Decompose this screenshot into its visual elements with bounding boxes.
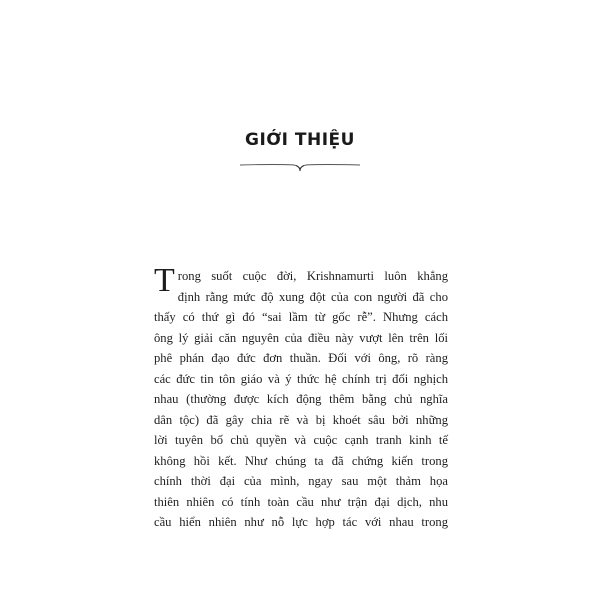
text-line: phê phán đạo đức đơn thuần. Đối với ông, rõ ràng [154,351,448,365]
text-line: nhau (thường được kích động thêm bằng chủ nghĩa [154,392,448,406]
text-line: không hồi kết. Như chúng ta đã chứng kiến trong [154,453,448,468]
text-line: các đức tin tôn giáo và ý thức hệ chính trị đối nghịch [154,371,448,386]
body-paragraph [154,262,448,533]
text-line: thấy có thứ gì đó “sai lầm từ gốc rễ”. Nhưng cách [154,310,448,324]
text-line: rong suốt cuộc đời, Krishnamurti luôn khẳng [177,269,448,283]
chapter-title: GIỚI THIỆU [245,130,355,150]
text-line: lời tuyên bố chủ quyền và cuộc cạnh tranh kinh tế [154,433,448,447]
flourish-divider-icon [238,160,362,174]
text-line: cầu hiển nhiên như nỗ lực hợp tác với nhau trong [154,515,448,529]
text-line: thiên nhiên có tính toàn cầu như trận đại dịch, nhu [154,494,448,509]
text-line: định rằng mức độ xung đột của con người đã cho [177,289,448,304]
text-line: dân tộc) đã gây chia rẽ và bị khoét sâu bởi những [154,412,448,427]
drop-cap: T [154,262,175,299]
text-line: ông lý giải căn nguyên của điều này vượt lên trên lối [154,330,448,345]
text-line: chính thời đại của mình, ngay sau một thảm họa [154,474,448,488]
